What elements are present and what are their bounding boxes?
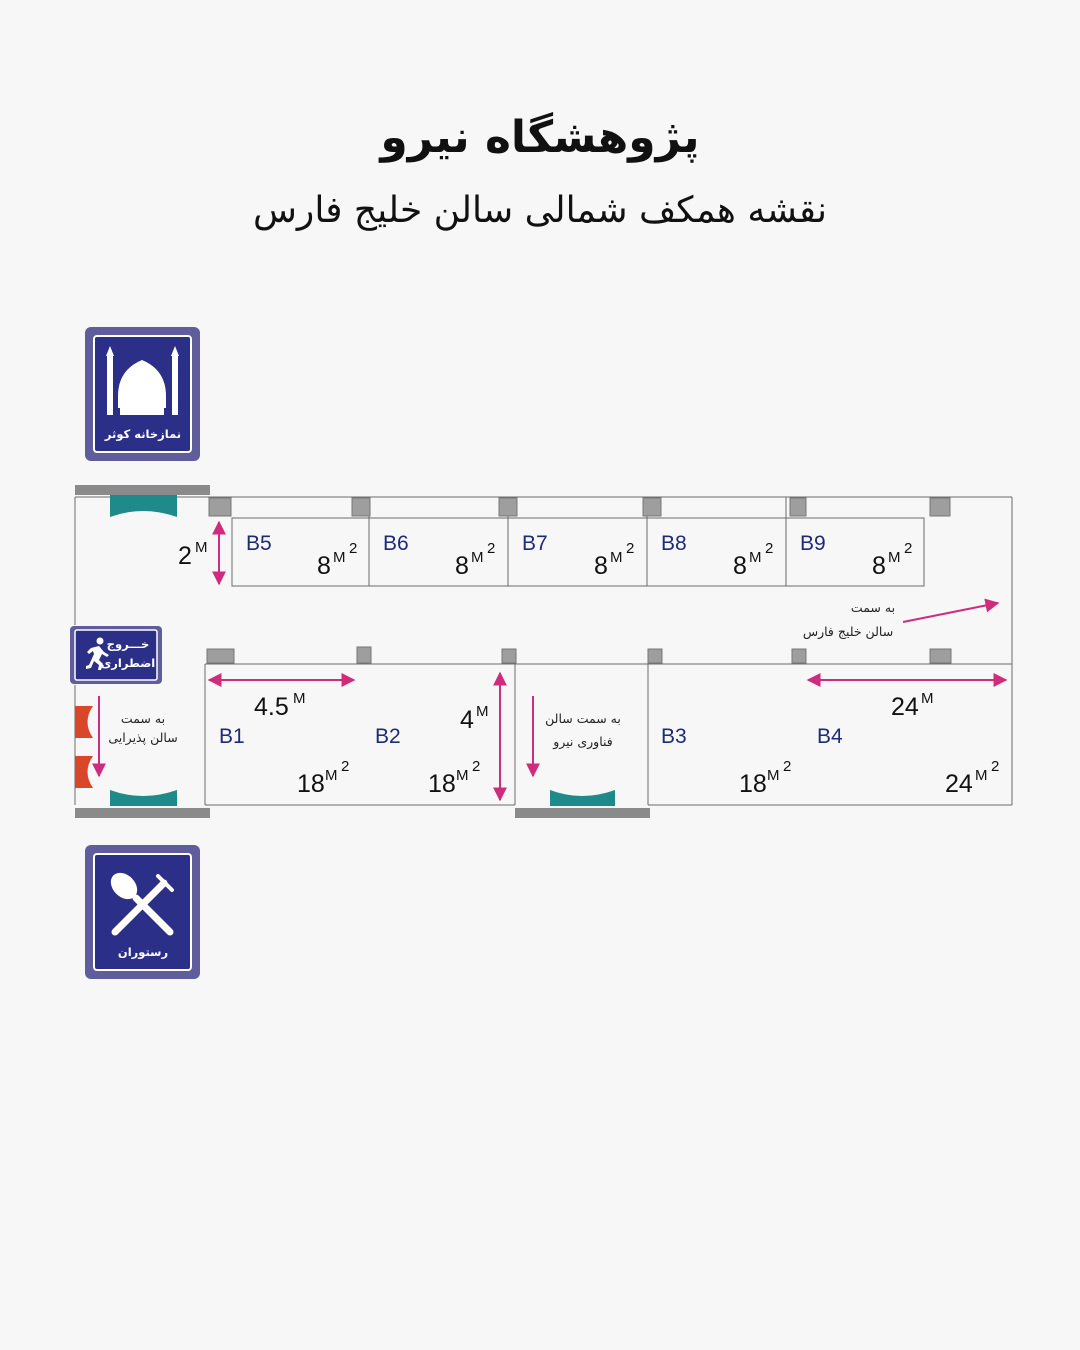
tech-text-1: به سمت سالن xyxy=(545,711,621,726)
booth-area: 8 xyxy=(455,552,469,580)
booth-id: B2 xyxy=(375,725,401,748)
booth-area: 8 xyxy=(733,552,747,580)
booth-b1[interactable] xyxy=(219,725,349,798)
booth-area-exp: 2 xyxy=(341,758,350,775)
booth-b9[interactable] xyxy=(800,532,912,580)
booth-b7[interactable] xyxy=(522,532,634,580)
booth-area-unit: M xyxy=(333,549,346,566)
dim-b2-depth-unit: M xyxy=(476,703,489,720)
booth-area-exp: 2 xyxy=(783,758,792,775)
dim-b1-width-unit: M xyxy=(293,690,306,707)
exit-label-line1: خـــروج xyxy=(106,637,150,651)
booth-area: 18 xyxy=(739,770,767,798)
booth-area-unit: M xyxy=(610,549,623,566)
persian-gulf-text-1: به سمت xyxy=(850,600,896,615)
booth-id: B9 xyxy=(800,532,826,555)
booth-area-exp: 2 xyxy=(626,540,635,557)
booth-area-exp: 2 xyxy=(904,540,913,557)
dim-b4-width-unit: M xyxy=(921,690,934,707)
booth-area: 8 xyxy=(872,552,886,580)
prayer-room-label: نمازخانه کوثر xyxy=(104,427,182,441)
booth-id: B7 xyxy=(522,532,548,555)
exit-door-markers xyxy=(75,706,93,788)
booth-area: 8 xyxy=(594,552,608,580)
dim-top-depth-unit: M xyxy=(195,539,208,556)
dim-b2-depth: 4 xyxy=(460,706,474,734)
door-bottom-left xyxy=(110,790,177,806)
dim-b1-width: 4.5 xyxy=(254,693,289,721)
reception-text-1: به سمت xyxy=(120,711,166,726)
booth-area-unit: M xyxy=(471,549,484,566)
booth-b8[interactable] xyxy=(661,532,773,580)
booth-area-exp: 2 xyxy=(487,540,496,557)
booth-area-exp: 2 xyxy=(991,758,1000,775)
booth-area-unit: M xyxy=(767,767,780,784)
door-bottom-middle xyxy=(550,790,615,806)
page-subtitle: نقشه همکف شمالی سالن خلیج فارس xyxy=(252,190,827,231)
restaurant-label: رستوران xyxy=(117,945,169,959)
booth-id: B6 xyxy=(383,532,409,555)
direction-arrows xyxy=(99,522,1006,800)
exit-label-line2: اضطراری xyxy=(100,656,156,670)
restaurant-sign xyxy=(85,845,200,979)
booth-b3[interactable] xyxy=(661,725,791,798)
booth-id: B8 xyxy=(661,532,687,555)
tech-text-2: فناوری نیرو xyxy=(553,734,613,749)
page-title: پژوهشگاه نیرو xyxy=(380,112,700,163)
arrow-to-persian-gulf xyxy=(903,603,998,622)
booth-id: B1 xyxy=(219,725,245,748)
booth-b4[interactable] xyxy=(817,725,999,798)
booth-b6[interactable] xyxy=(383,532,495,580)
booth-area-exp: 2 xyxy=(349,540,358,557)
booth-b2[interactable] xyxy=(375,725,480,798)
booth-area-unit: M xyxy=(975,767,988,784)
booth-area: 24 xyxy=(945,770,973,798)
prayer-room-sign xyxy=(85,327,200,461)
reception-text-2: سالن پذیرایی xyxy=(108,730,178,745)
booth-b5[interactable] xyxy=(246,532,357,580)
door-top xyxy=(110,495,177,517)
booth-area-exp: 2 xyxy=(765,540,774,557)
dim-top-depth: 2 xyxy=(178,542,192,570)
booth-area: 18 xyxy=(428,770,456,798)
booth-id: B3 xyxy=(661,725,687,748)
booth-area-exp: 2 xyxy=(472,758,481,775)
booth-area-unit: M xyxy=(325,767,338,784)
booth-area-unit: M xyxy=(749,549,762,566)
booth-area-unit: M xyxy=(888,549,901,566)
booth-id: B4 xyxy=(817,725,843,748)
dim-b4-width: 24 xyxy=(891,693,919,721)
top-booth-labels xyxy=(246,532,912,580)
emergency-exit-sign xyxy=(70,626,162,684)
booth-id: B5 xyxy=(246,532,272,555)
booth-area: 8 xyxy=(317,552,331,580)
booth-area-unit: M xyxy=(456,767,469,784)
persian-gulf-text-2: سالن خلیج فارس xyxy=(802,624,894,639)
booth-area: 18 xyxy=(297,770,325,798)
